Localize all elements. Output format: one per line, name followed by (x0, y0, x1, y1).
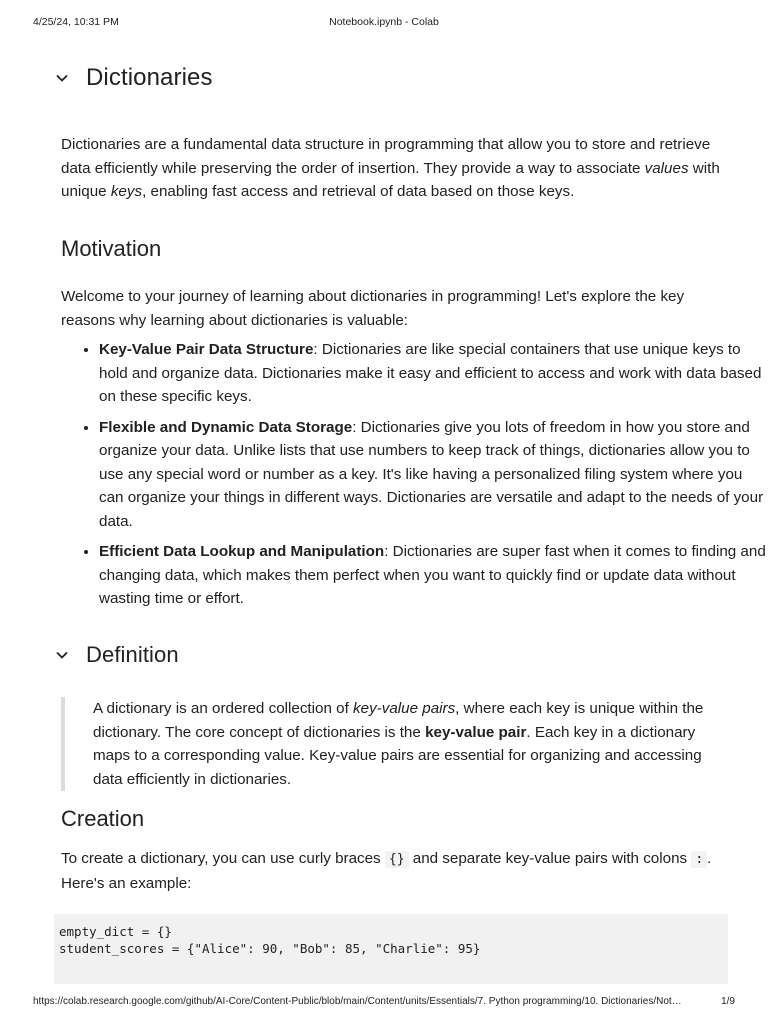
code-line: empty_dict = {} (59, 924, 172, 939)
code-line: student_scores = {"Alice": 90, "Bob": 85, "Charlie": 95} (59, 941, 481, 956)
page-number: 1/9 (721, 996, 735, 1007)
intro-values: values (644, 159, 689, 177)
creation-text-part: and separate key-value pairs with colons (408, 850, 692, 867)
quote-bold: key-value pair (425, 723, 527, 741)
intro-text: Dictionaries are a fundamental data structure in programming that allow you to store and retrieve data efficiently while preserving the order of insertion. They provide a way to associate (61, 136, 711, 177)
quote-text: , where each key is unique within the dictionary. The core concept of dictionaries is the (93, 700, 704, 741)
code-cell[interactable] (54, 914, 728, 984)
motivation-intro: Welcome to your journey of learning about dictionaries in programming! Let's explore the key reasons why learning about dictionaries is valuable: (61, 288, 685, 329)
creation-text-part: To create a dictionary, you can use curly braces (61, 850, 385, 867)
chevron-down-icon[interactable] (54, 70, 70, 86)
chevron-down-icon[interactable] (54, 647, 70, 663)
bullet-term: Key-Value Pair Data Structure (99, 341, 314, 358)
quote-kvp: key-value pairs (353, 700, 456, 717)
quote-text: . Each key in a dictionary maps to a corresponding value. Key-value pairs are essential for organizing and accessing data efficiently in dictionaries. (93, 723, 702, 788)
creation-text-part: . Here's an example: (61, 850, 712, 892)
print-date: 4/25/24, 10:31 PM (33, 16, 119, 28)
heading-definition: Definition (86, 642, 179, 667)
section-header-definition[interactable] (54, 642, 179, 668)
bullet-text: : Dictionaries are super fast when it comes to finding and changing data, which makes them perfect when you want to quickly find or update data without wasting time or effort. (99, 543, 766, 607)
list-item (99, 416, 767, 534)
motivation-list (61, 338, 767, 618)
list-item (99, 338, 767, 409)
bullet-text: : Dictionaries give you lots of freedom in how you store and organize your data. Unlike lists that use numbers to keep track of things, dictionaries allow you to use any special word or number as a key. It's like having a personalized filing system where you can organize your things in different ways. Dictionaries are versatile and adapt to the needs of your data. (99, 418, 764, 530)
quote-text: A dictionary is an ordered collection of (93, 700, 354, 717)
heading-motivation: Motivation (61, 236, 162, 261)
intro-text: with unique (61, 159, 720, 200)
heading-dictionaries: Dictionaries (86, 64, 213, 91)
inline-code: {} (385, 851, 409, 868)
intro-text: , enabling fast access and retrieval of data based on those keys. (142, 183, 575, 200)
print-title: Notebook.ipynb - Colab (329, 16, 439, 28)
print-url: https://colab.research.google.com/github/AI-Core/Content-Public/blob/main/Content/units/Essentials/7. Python programming/10. Dictionaries/Not… (33, 996, 682, 1007)
creation-text (61, 847, 731, 895)
intro-keys: keys (110, 183, 143, 200)
bullet-term: Efficient Data Lookup and Manipulation (99, 543, 385, 560)
inline-code: : (691, 851, 707, 868)
heading-creation: Creation (61, 806, 145, 831)
dictionaries-intro (61, 133, 731, 204)
list-item (99, 540, 767, 611)
bullet-text: : Dictionaries are like special containers that use unique keys to hold and organize data. Dictionaries make it easy and efficient to access and work with data based on these specific keys. (99, 341, 762, 405)
bullet-term: Flexible and Dynamic Data Storage (99, 418, 353, 436)
definition-blockquote (61, 697, 733, 791)
section-header-dictionaries[interactable] (54, 64, 213, 92)
